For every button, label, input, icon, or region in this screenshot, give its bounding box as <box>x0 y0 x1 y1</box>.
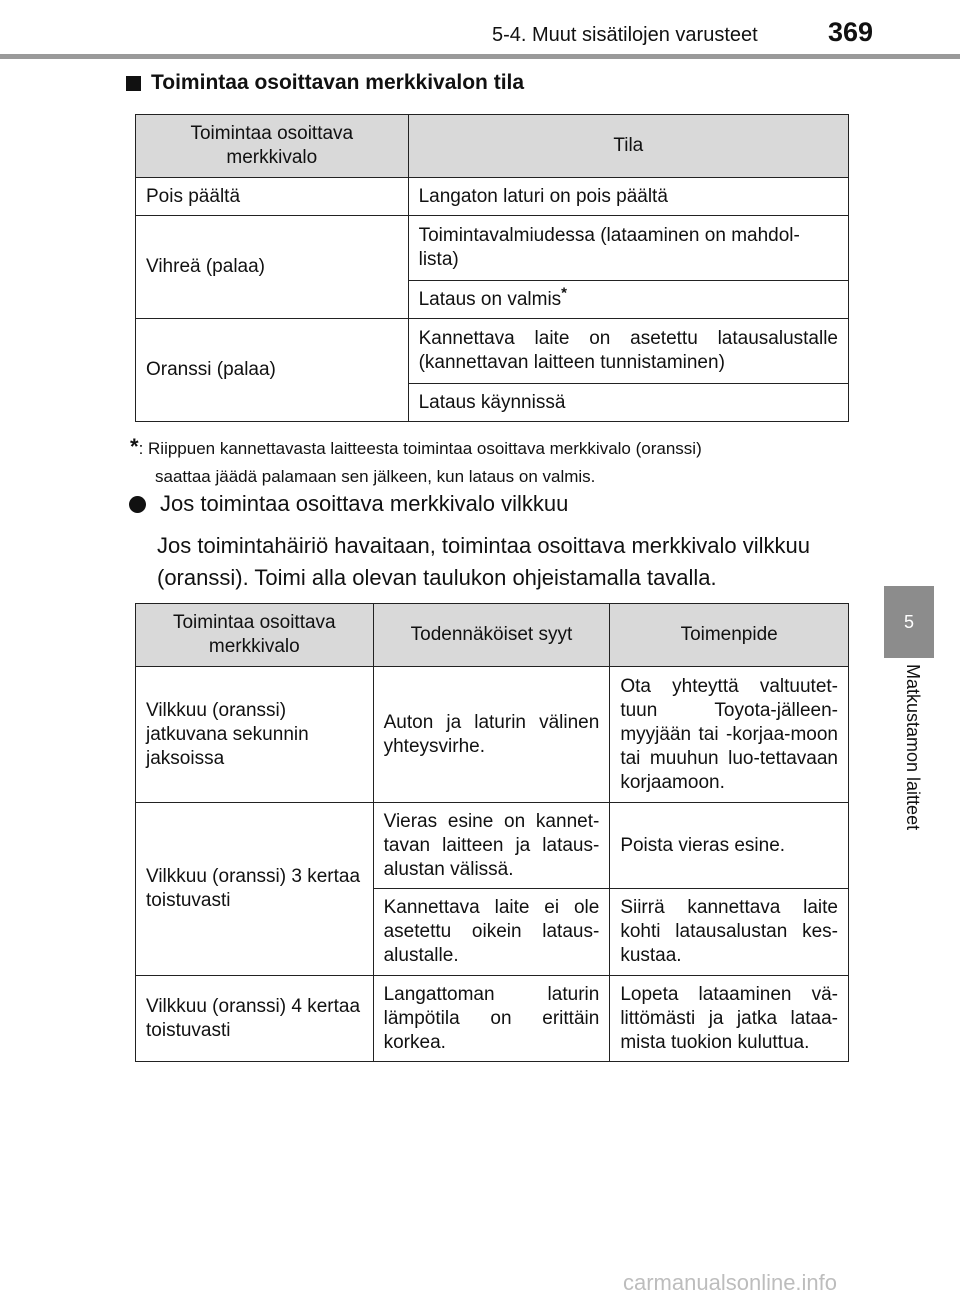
indicator-cell: Oranssi (palaa) <box>136 319 409 422</box>
table-row <box>136 803 849 889</box>
indicator-status-table <box>135 114 849 422</box>
chapter-tab: 5 <box>884 586 934 658</box>
cause-cell: Kannettava laite ei ole asetettu oikein lataus-alustalle. <box>373 889 610 976</box>
status-cell: Toimintavalmiudessa (lataaminen on mahdol-lista) <box>408 216 848 281</box>
footnote <box>130 433 850 491</box>
header-indicator: Toimintaa osoittava merkkivalo <box>136 115 409 178</box>
action-cell: Ota yhteyttä valtuutet-tuun Toyota-jälleen-myyjään tai -korjaa-moon tai muuhun luo-tettavaan korjaamoon. <box>610 667 849 803</box>
cause-cell: Langattoman laturin lämpötila on erittäin korkea. <box>373 976 610 1062</box>
header-indicator: Toimintaa osoittava merkkivalo <box>136 604 374 667</box>
indicator-cell: Vilkkuu (oranssi) 3 kertaa toistuvasti <box>136 803 374 976</box>
header-action: Toimenpide <box>610 604 849 667</box>
table-header-row <box>136 115 849 178</box>
footnote-star: * <box>130 434 139 459</box>
indicator-cell: Vilkkuu (oranssi) 4 kertaa toistuvasti <box>136 976 374 1062</box>
footer-watermark: carmanualsonline.info <box>623 1270 838 1295</box>
status-text: Lataus on valmis <box>418 288 562 310</box>
table-row <box>136 216 849 281</box>
section-title: 5-4. Muut sisätilojen varusteet <box>492 24 758 46</box>
footnote-line-2: saattaa jäädä palamaan sen jälkeen, kun lataus on valmis. <box>155 467 596 486</box>
table-header-row <box>136 604 849 667</box>
header-causes: Todennäköiset syyt <box>373 604 610 667</box>
page-number: 369 <box>828 17 874 47</box>
square-bullet-icon <box>126 76 141 91</box>
header-rule <box>0 54 960 59</box>
table-row <box>136 667 849 803</box>
table-row <box>136 178 849 216</box>
indicator-cell: Pois päältä <box>136 178 409 216</box>
chapter-label: Matkustamon laitteet <box>903 664 923 831</box>
bullet-text: Jos toimintaa osoittava merkkivalo vilkkuu <box>160 491 569 516</box>
indicator-cell: Vihreä (palaa) <box>136 216 409 319</box>
instruction-paragraph: Jos toimintahäiriö havaitaan, toimintaa osoittava merkkivalo vilkkuu (oranssi). Toimi alla olevan taulukon ohjeistamalla tavalla. <box>157 533 810 590</box>
circle-bullet-icon <box>129 496 146 513</box>
header-status: Tila <box>408 115 848 178</box>
cause-cell: Vieras esine on kannet-tavan laitteen ja lataus-alustan välissä. <box>373 803 610 889</box>
status-cell: Lataus käynnissä <box>408 384 848 422</box>
footnote-mark: * <box>561 284 568 302</box>
status-cell: Langaton laturi on pois päältä <box>408 178 848 216</box>
troubleshooting-table <box>135 603 849 1062</box>
status-cell <box>408 281 848 319</box>
cause-cell: Auton ja laturin välinen yhteysvirhe. <box>373 667 610 803</box>
action-cell: Siirrä kannettava laite kohti latausalustan kes-kustaa. <box>610 889 849 976</box>
footnote-line-1: : Riippuen kannettavasta laitteesta toimintaa osoittava merkkivalo (oranssi) <box>138 439 702 458</box>
table-row <box>136 319 849 384</box>
heading-text: Toimintaa osoittavan merkkivalon tila <box>151 71 525 94</box>
table-row <box>136 976 849 1062</box>
indicator-cell: Vilkkuu (oranssi) jatkuvana sekunnin jaksoissa <box>136 667 374 803</box>
status-cell: Kannettava laite on asetettu latausalustalle (kannettavan laitteen tunnistaminen) <box>408 319 848 384</box>
action-cell: Poista vieras esine. <box>610 803 849 889</box>
bullet-heading <box>129 491 568 517</box>
section-heading <box>126 71 524 95</box>
action-cell: Lopeta lataaminen vä-littömästi ja jatka lataa-mista tuokion kuluttua. <box>610 976 849 1062</box>
